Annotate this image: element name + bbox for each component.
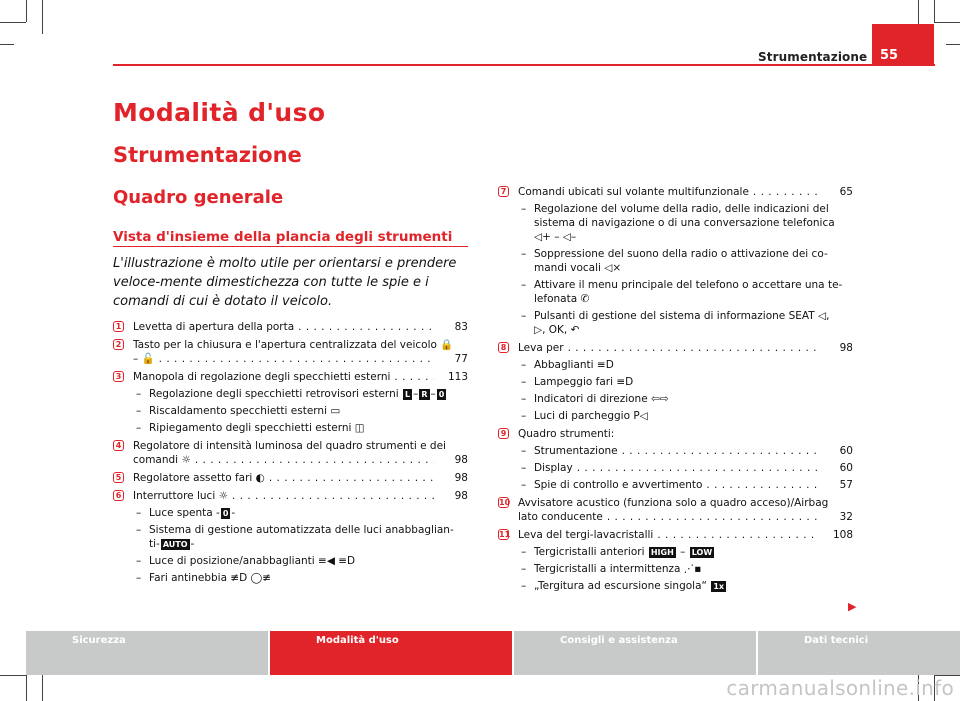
item-page-ref: 83 xyxy=(454,321,468,333)
volume-icons: ◁+ – ◁– xyxy=(534,231,577,243)
subsection-title: Quadro generale xyxy=(113,187,284,208)
list-item: 11 Leva del tergi-lavacristalli . . . 108 – Tergicristalli anteriori HIGH – LOW – Tergicristalli a intermittenza ⋰▪ – „Tergitura ad escursione singola“ 1x xyxy=(498,528,853,593)
list-item xyxy=(113,320,468,334)
tab-modalita-duso[interactable]: Modalità d'uso xyxy=(270,631,512,675)
item-text: Tasto per la chiusura e l'apertura centralizzata del veicolo xyxy=(133,339,437,351)
item-page-ref: 60 xyxy=(839,445,853,457)
heading-rule xyxy=(113,246,468,247)
mirror-zero-code: 0 xyxy=(438,390,445,399)
item-page-ref: 113 xyxy=(447,371,468,383)
item-text: Interruttore luci ☼ . . . xyxy=(133,489,434,503)
crop-mark xyxy=(934,22,960,23)
item-number-badge: 3 xyxy=(113,371,124,382)
header-rule xyxy=(113,64,935,66)
list-item xyxy=(113,338,468,366)
item-text-cont: – 🔓 . . . xyxy=(133,352,434,366)
chapter-title: Modalità d'uso xyxy=(113,98,326,127)
sub-item-text-cont: lefonata ✆ xyxy=(534,293,590,305)
mirror-fold-icon: ◫ xyxy=(351,422,365,434)
item-page-ref: 98 xyxy=(454,490,468,502)
item-text: Leva per . . . xyxy=(518,341,819,355)
crop-mark xyxy=(0,44,14,45)
tab-consigli-assistenza[interactable]: Consigli e assistenza xyxy=(514,631,756,675)
sub-item-text: Luce di posizione/anabbaglianti ≡◀ ≡D xyxy=(149,555,356,567)
item-number-badge: 6 xyxy=(113,490,124,501)
mirror-left-code: L xyxy=(404,390,411,399)
item-page-ref: 98 xyxy=(454,472,468,484)
sub-item-text: Lampeggio fari ≡D xyxy=(534,376,634,388)
item-page-ref: 32 xyxy=(839,511,853,523)
list-item: 3 Manopola di regolazione degli specchietti esterni . . . 113 – Regolazione degli specchietti retrovisori esterni L – R – 0 – Riscaldamento specchietti esterni ▭ – Ripiegamento degli specchietti esterni ◫ xyxy=(113,370,468,435)
sub-item-text: Luce spenta - xyxy=(149,507,220,519)
item-text: Quadro strumenti: xyxy=(518,428,615,440)
item-text: Leva del tergi-lavacristalli . . . xyxy=(518,528,819,542)
item-page-ref: 65 xyxy=(839,186,853,198)
sub-item-text: Riscaldamento specchietti esterni xyxy=(149,405,328,417)
crop-mark xyxy=(42,0,43,34)
wiper-high-code: HIGH xyxy=(650,548,674,557)
sub-item-text: Regolazione del volume della radio, delle indicazioni del xyxy=(534,203,829,215)
item-number-badge: 8 xyxy=(498,342,509,353)
item-text: Levetta di apertura della porta . . . xyxy=(133,320,434,334)
item-page-ref: 60 xyxy=(839,462,853,474)
sub-item-text-cont: sistema di navigazione o di una conversazione telefonica xyxy=(534,217,835,229)
sub-item-text: Sistema di gestione automatizzata delle luci anabbaglian- xyxy=(149,524,454,536)
item-text: Manopola di regolazione degli specchietti esterni . . . xyxy=(133,370,434,384)
sub-item-text: Strumentazione . . . xyxy=(534,444,819,458)
item-number-badge: 5 xyxy=(113,472,124,483)
list-item: 8 Leva per . . . 98 – Abbaglianti ≡D – Lampeggio fari ≡D – Indicatori di direzione ⇦⇨ – Luci di parcheggio P◁ xyxy=(498,341,853,423)
item-number-badge: 7 xyxy=(498,186,509,197)
crop-mark xyxy=(0,22,26,23)
section-title: Strumentazione xyxy=(113,143,302,167)
sub-item-text: Ripiegamento degli specchietti esterni xyxy=(149,422,352,434)
crop-mark xyxy=(0,675,26,676)
mirror-right-code: R xyxy=(421,390,428,399)
legend-list-right xyxy=(498,185,853,593)
item-text-cont: comandi ☼ . . . xyxy=(133,453,434,467)
sub-item-text-cont: mandi vocali ◁× xyxy=(534,262,622,274)
intro-paragraph: L'illustrazione è molto utile per orientarsi e prendere veloce-mente dimestichezza con tutte le spie e i comandi di cui è dotato il veicolo. xyxy=(113,256,457,309)
item-page-ref: 98 xyxy=(839,342,853,354)
sub-item-text: Spie di controllo e avvertimento . . . xyxy=(534,478,819,492)
sub-item-text: Indicatori di direzione ⇦⇨ xyxy=(534,393,669,405)
crop-mark xyxy=(26,675,27,701)
crop-mark xyxy=(42,675,43,701)
list-item xyxy=(498,496,853,524)
sub-item-text: Regolazione degli specchietti retrovisori esterni xyxy=(149,388,399,400)
item-page-ref: 77 xyxy=(454,353,468,365)
lock-icon: 🔒 xyxy=(440,339,454,351)
item-number-badge: 11 xyxy=(499,530,511,539)
item-number-badge: 9 xyxy=(498,428,509,439)
sub-item-text: Soppressione del suono della radio o attivazione dei co- xyxy=(534,248,828,260)
sub-item-text: Display . . . xyxy=(534,461,819,475)
sub-item-text: Tergicristalli anteriori xyxy=(534,546,645,558)
sub-item-text: Luci di parcheggio P◁ xyxy=(534,410,648,422)
item-number-badge: 2 xyxy=(113,339,124,350)
sub-item-text: Fari antinebbia ≢D ◯≢ xyxy=(149,572,272,584)
list-item: 6 Interruttore luci ☼ . . . 98 – Luce spenta - 0 - – Sistema di gestione automatizzata delle luci anabbaglian- ti- AUTO - – Luce di posizione/anabbaglianti ≡◀ ≡D – Fari antinebbia ≢D ◯≢ xyxy=(113,489,468,585)
item-text-cont: lato conducente . . . xyxy=(518,510,819,524)
subsubsection-title: Vista d'insieme della plancia degli strumenti xyxy=(113,229,453,245)
sub-item-text-cont: ▷, OK, ↶ xyxy=(534,324,580,336)
list-item: 7 Comandi ubicati sul volante multifunzionale . . . 65 – Regolazione del volume della radio, delle indicazioni del sistema di navigazione o di una conversazione telefonica ◁+ – ◁– – Soppressione del suono della radio o attivazione dei co- mandi vocali ◁× – Attivare il menu principale del telefono o accettare una te- lefonata ✆ – Pulsanti di gestione del sistema di informazione SEAT ◁, ▷, OK, ↶ xyxy=(498,185,853,337)
wiper-low-code: LOW xyxy=(691,548,713,557)
sub-item-text: Tergicristalli a intermittenza xyxy=(534,563,681,575)
wiper-single-code: 1x xyxy=(713,582,725,591)
list-item xyxy=(113,439,468,467)
sub-item-text: Pulsanti di gestione del sistema di informazione SEAT ◁, xyxy=(534,310,830,322)
item-text: Regolatore assetto fari ◐ . . . xyxy=(133,471,434,485)
crop-mark xyxy=(934,0,935,22)
light-auto-code: AUTO xyxy=(162,540,188,549)
sub-item-text: Attivare il menu principale del telefono o accettare una te- xyxy=(534,279,843,291)
item-number-badge: 1 xyxy=(113,321,124,332)
crop-mark xyxy=(946,44,960,45)
item-text: Avvisatore acustico (funziona solo a quadro acceso)/Airbag xyxy=(518,497,829,509)
item-page-ref: 98 xyxy=(454,454,468,466)
watermark: carmanualsonline.info xyxy=(726,676,954,700)
tab-dati-tecnici[interactable]: Dati tecnici xyxy=(758,631,960,675)
item-text: Comandi ubicati sul volante multifunzionale . . . xyxy=(518,185,819,199)
list-item xyxy=(113,471,468,485)
item-text: Regolatore di intensità luminosa del quadro strumenti e dei xyxy=(133,440,446,452)
sub-item-text: „Tergitura ad escursione singola“ xyxy=(534,580,707,592)
item-number-badge: 4 xyxy=(113,440,124,451)
list-item: 9 Quadro strumenti: – Strumentazione . . . 60 – Display . . . 60 – Spie di controllo e avvertimento . . . 57 xyxy=(498,427,853,492)
item-number-badge: 10 xyxy=(499,498,511,507)
legend-list-left xyxy=(113,320,468,585)
page-number: 55 xyxy=(872,24,934,66)
tab-sicurezza[interactable]: Sicurezza xyxy=(26,631,268,675)
sub-item-text-cont: ti- xyxy=(149,538,160,550)
mirror-heating-icon: ▭ xyxy=(327,405,341,417)
section-tabs xyxy=(26,631,960,675)
item-page-ref: 57 xyxy=(839,479,853,491)
item-page-ref: 108 xyxy=(832,529,853,541)
sub-item-text: Abbaglianti ≡D xyxy=(534,359,614,371)
light-off-code: 0 xyxy=(222,509,229,518)
running-header-title: Strumentazione xyxy=(758,50,868,64)
continue-arrow-icon: ▶ xyxy=(848,600,857,613)
wiper-interval-icon: ⋰▪ xyxy=(683,563,702,575)
crop-mark xyxy=(26,0,27,22)
